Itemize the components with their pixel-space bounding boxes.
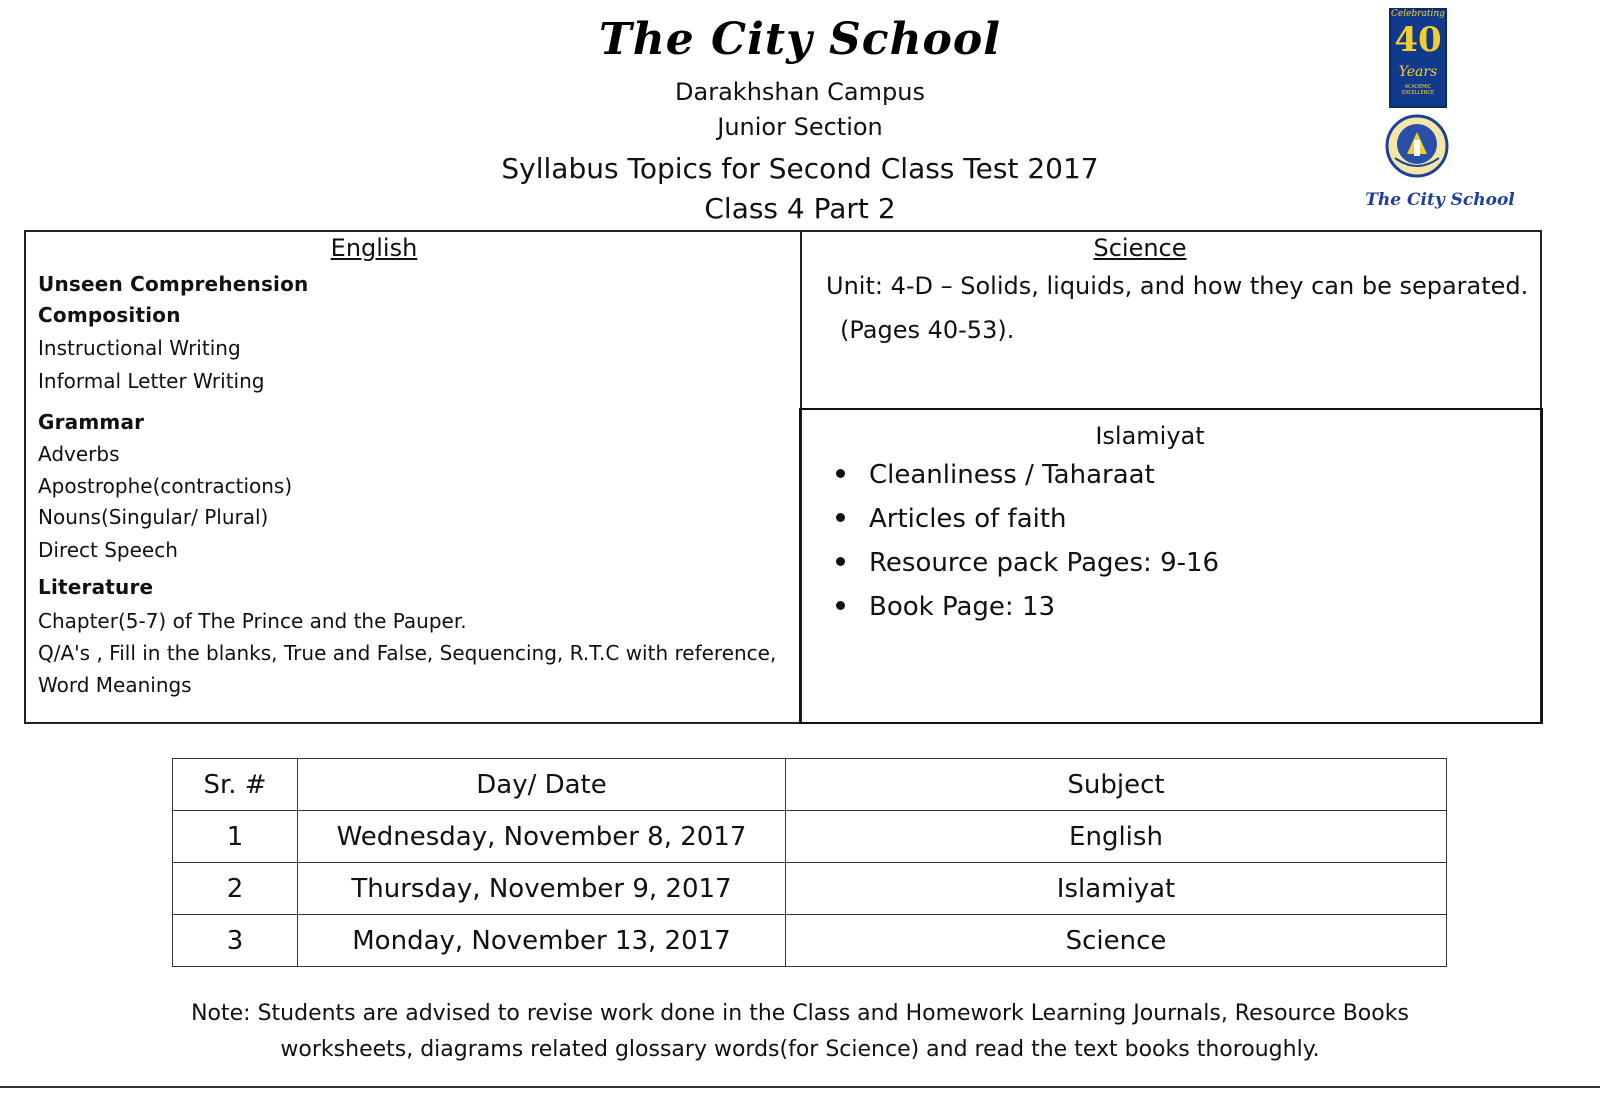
logo-celebrating-text: Celebrating [1391, 9, 1445, 19]
science-heading: Science [1093, 234, 1187, 262]
header-subject: Subject [786, 759, 1447, 811]
campus-name: Darakhshan Campus [675, 78, 925, 106]
islamiyat-heading: Islamiyat [1095, 422, 1205, 450]
class-title: Class 4 Part 2 [704, 192, 896, 225]
english-topic: Apostrophe(contractions) [38, 474, 293, 498]
islamiyat-item [836, 504, 1067, 544]
note-line: worksheets, diagrams related glossary words(for Science) and read the text books thoroughly. [280, 1037, 1320, 1062]
logo-years-text: Years [1398, 64, 1438, 80]
islamiyat-item-text: Articles of faith [869, 504, 1067, 534]
logo-school-name: The City School [1365, 190, 1515, 210]
logo-academic-line2: EXCELLENCE [1402, 90, 1434, 96]
cell-serial: 1 [173, 811, 298, 863]
english-topic: Nouns(Singular/ Plural) [38, 505, 269, 529]
logo-number: 40 [1394, 20, 1442, 60]
cell-subject: Islamiyat [786, 863, 1447, 915]
header-serial: Sr. # [173, 759, 298, 811]
english-topic: Unseen Comprehension [38, 272, 309, 296]
islamiyat-item-text: Cleanliness / Taharaat [869, 460, 1155, 490]
english-panel [26, 232, 800, 722]
english-topic: Chapter(5-7) of The Prince and the Pauper. [38, 609, 467, 633]
bullet-icon [836, 601, 845, 610]
cell-subject: English [786, 811, 1447, 863]
cell-serial: 2 [173, 863, 298, 915]
english-topic: Adverbs [38, 442, 120, 466]
english-topic: Q/A's , Fill in the blanks, True and False, Sequencing, R.T.C with reference, [38, 641, 777, 665]
islamiyat-item [836, 548, 1219, 588]
cell-serial: 3 [173, 915, 298, 967]
bullet-icon [836, 469, 845, 478]
english-topic: Composition [38, 303, 181, 327]
islamiyat-item-text: Book Page: 13 [869, 592, 1056, 622]
bullet-icon [836, 513, 845, 522]
cell-date: Thursday, November 9, 2017 [298, 863, 786, 915]
logo-academic-text [1389, 84, 1447, 96]
logo-academic-line1: ACADEMIC [1404, 84, 1432, 90]
english-topic: Word Meanings [38, 673, 192, 697]
bottom-divider [0, 1086, 1600, 1088]
english-topic: Informal Letter Writing [38, 369, 265, 393]
english-heading: English [330, 234, 418, 262]
table-row [173, 915, 1447, 967]
islamiyat-item [836, 592, 1055, 632]
english-topic: Instructional Writing [38, 336, 241, 360]
english-topic: Direct Speech [38, 538, 178, 562]
cell-date: Wednesday, November 8, 2017 [298, 811, 786, 863]
section-name: Junior Section [717, 113, 883, 141]
test-schedule-table [172, 758, 1447, 967]
english-topic: Grammar [38, 410, 145, 434]
islamiyat-item-text: Resource pack Pages: 9-16 [869, 548, 1220, 578]
header-date: Day/ Date [298, 759, 786, 811]
science-pages: (Pages 40-53). [840, 316, 1015, 344]
islamiyat-item [836, 460, 1155, 500]
revision-note [190, 996, 1410, 1068]
english-topic: Literature [38, 575, 154, 599]
note-line: Note: Students are advised to revise work done in the Class and Homework Learning Journals, Resource Books [191, 1001, 1409, 1026]
bullet-icon [836, 557, 845, 566]
cell-subject: Science [786, 915, 1447, 967]
school-name: The City School [599, 14, 1001, 65]
table-row [173, 811, 1447, 863]
school-logo [1365, 6, 1515, 221]
school-seal-icon [1385, 114, 1449, 178]
cell-date: Monday, November 13, 2017 [298, 915, 786, 967]
syllabus-title: Syllabus Topics for Second Class Test 2017 [501, 152, 1099, 185]
science-unit: Unit: 4-D – Solids, liquids, and how they can be separated. [826, 272, 1529, 300]
table-header-row [173, 759, 1447, 811]
table-row [173, 863, 1447, 915]
